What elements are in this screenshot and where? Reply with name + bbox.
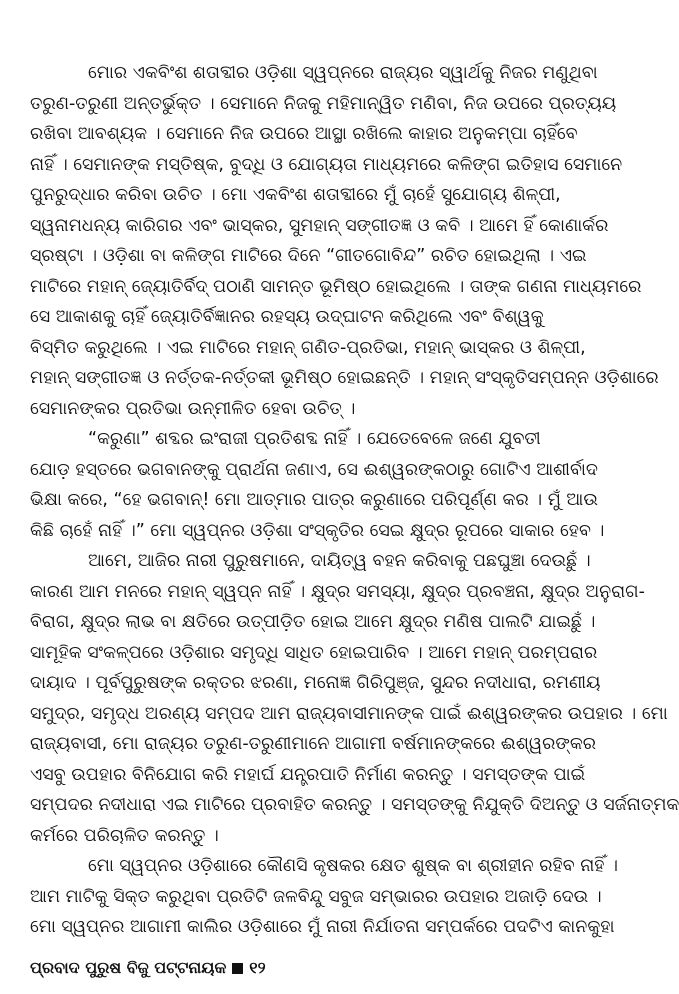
text-line: କର୍ମରେ ପରିଚାଳିତ କରନ୍ତୁ । (30, 825, 219, 846)
text-line: ମୋ ସ୍ୱପ୍ନର ଓଡ଼ିଶାରେ କୌଣସି କୃଷକର କ୍ଷେତ ଶୁଷ୍କ ବା ଶ୍ରୀହୀନ ରହିବ ନାହିଁ । (88, 856, 618, 876)
text-line: ମାଟିରେ ମହାନ୍ ଜ୍ୟୋତିର୍ବିଦ୍ ପଠାଣି ସାମନ୍ତ ଭୂମିଷ୍ଠ ହୋଇଥିଲେ । ତାଙ୍କ ଗଣନା ମାଧ୍ୟମରେ (30, 276, 642, 297)
text-line: ଯୋଡ଼ ହସ୍ତରେ ଭଗବାନଙ୍କୁ ପ୍ରାର୍ଥନା ଜଣାଏ, ସେ ଈଶ୍ୱରଙ୍କଠାରୁ ଗୋଟିଏ ଆଶୀର୍ବାଦ (30, 459, 598, 480)
text-line: ଏସବୁ ଉପହାର ବିନିଯୋଗ କରି ମହାର୍ଘ ଯନ୍ତ୍ରପାତି ନିର୍ମାଣ କରନ୍ତୁ । ସମସ୍ତଙ୍କ ପାଇଁ (30, 764, 586, 785)
text-line: ଭିକ୍ଷା କରେ, “ହେ ଭଗବାନ୍! ମୋ ଆତ୍ମାର ପାତ୍ର କରୁଣାରେ ପରିପୂର୍ଣ୍ଣ କର । ମୁଁ ଆଉ (30, 490, 598, 510)
text-line: ସେମାନଙ୍କର ପ୍ରତିଭା ଉନ୍ମୀଳିତ ହେବା ଉଚିତ୍ । (30, 398, 356, 419)
text-line: ଆମେ, ଆଜିର ନାରୀ ପୁରୁଷମାନେ, ଦାୟିତ୍ୱ ବହନ କରିବାକୁ ପଛଘୁଞ୍ଚା ଦେଉଛୁଁ । (88, 551, 591, 571)
text-line: ମୋ ସ୍ୱପ୍ନର ଆଗାମୀ କାଲିର ଓଡ଼ିଶାରେ ମୁଁ ନାରୀ ନିର୍ଯାତନା ସମ୍ପର୍କରେ ପଦଟିଏ କାନକୁହା (30, 917, 615, 937)
paragraph-2 (30, 424, 605, 546)
page-number: ୧୨ (249, 958, 266, 977)
paragraph-3 (30, 546, 679, 851)
text-line: ବିରାଗ, କ୍ଷୁଦ୍ର ଲାଭ ବା କ୍ଷତିରେ ଉତ୍ପୀଡ଼ିତ ହୋଇ ଆମେ କ୍ଷୁଦ୍ର ମଣିଷ ପାଲଟି ଯାଇଛୁଁ । (30, 612, 596, 632)
text-line: ତରୁଣ-ତରୁଣୀ ଅନ୍ତର୍ଭୁକ୍ତ । ସେମାନେ ନିଜକୁ ମହିମାନ୍ୱିତ ମଣିବା, ନିଜ ଉପରେ ପ୍ରତ୍ୟୟ (30, 93, 617, 114)
text-line: ପୁନରୁଦ୍ଧାର କରିବା ଉଚିତ । ମୋ ଏକବିଂଶ ଶତାବ୍ଦୀରେ ମୁଁ ଚାହେଁ ସୁଯୋଗ୍ୟ ଶିଳ୍ପୀ, (30, 185, 561, 205)
text-line: ଦାୟାଦ । ପୂର୍ବପୁରୁଷଙ୍କ ରକ୍ତର ଝରଣା, ମନୋଜ୍ଞ ଗିରିପୁଞ୍ଜ, ସୁନ୍ଦର ନଦୀଧାରା, ରମଣୀୟ (30, 673, 601, 693)
text-line: “କରୁଣା” ଶବ୍ଦର ଇଂରାଜୀ ପ୍ରତିଶବ୍ଦ ନାହିଁ । ଯେତେବେଳେ ଜଣେ ଯୁବତୀ (88, 429, 541, 449)
text-line: ସାମୂହିକ ସଂକଳ୍ପରେ ଓଡ଼ିଶାର ସମୃଦ୍ଧି ସାଧିତ ହୋଇପାରିବ । ଆମେ ମହାନ୍ ପରମ୍ପରାର (30, 642, 598, 663)
text-line: ସମୁଦ୍ର, ସମୃଦ୍ଧ ଅରଣ୍ୟ ସମ୍ପଦ ଆମ ରାଜ୍ୟବାସୀମାନଙ୍କ ପାଇଁ ଈଶ୍ୱରଙ୍କର ଉପହାର । ମୋ (30, 703, 668, 724)
book-title: ପ୍ରବାଦ ପୁରୁଷ ବିଜୁ ପଟ୍ଟନାୟକ (30, 958, 227, 977)
text-line: ରଖିବା ଆବଶ୍ୟକ । ସେମାନେ ନିଜ ଉପରେ ଆସ୍ଥା ରଖିଲେ କାହାର ଅନୁକମ୍ପା ଚାହିଁବେ (30, 124, 578, 144)
text-line: ମୋର ଏକବିଂଶ ଶତାବ୍ଦୀର ଓଡ଼ିଶା ସ୍ୱପ୍ନରେ ରାଜ୍ୟର ସ୍ୱାର୍ଥକୁ ନିଜର ମଣୁଥିବା (88, 63, 598, 83)
text-line: କାରଣ ଆମ ମନରେ ମହାନ୍ ସ୍ୱପ୍ନ ନାହିଁ । କ୍ଷୁଦ୍ର ସମସ୍ୟା, କ୍ଷୁଦ୍ର ପ୍ରବଞ୍ଚନା, କ୍ଷୁଦ୍ର ଅନୁରାଗ- (30, 581, 645, 602)
text-line: ସମ୍ପଦର ନଦୀଧାରା ଏଇ ମାଟିରେ ପ୍ରବାହିତ କରନ୍ତୁ । ସମସ୍ତଙ୍କୁ ନିଯୁକ୍ତି ଦିଅନ୍ତୁ ଓ ସର୍ଜନାତ୍ମକ (30, 795, 679, 815)
text-line: ସ୍ରଷ୍ଟା । ଓଡ଼ିଶା ବା କଳିଙ୍ଗ ମାଟିରେ ଦିନେ “ଗୀତଗୋବିନ୍ଦ” ରଚିତ ହୋଇଥିଲା । ଏଇ (30, 246, 587, 266)
text-line: କିଛି ଚାହେଁ ନାହିଁ ।” ମୋ ସ୍ୱପ୍ନର ଓଡ଼ିଶା ସଂସ୍କୃତିର ସେଇ କ୍ଷୁଦ୍ର ରୂପରେ ସାକାର ହେବ । (30, 520, 605, 541)
paragraph-4 (30, 851, 618, 943)
text-line: ସ୍ୱନାମଧନ୍ୟ କାରିଗର ଏବଂ ଭାସ୍କର, ସୁମହାନ୍ ସଙ୍ଗୀତଜ୍ଞ ଓ କବି । ଆମେ ହିଁ କୋଣାର୍କର (30, 215, 609, 236)
text-line: ନାହିଁ । ସେମାନଙ୍କ ମସ୍ତିଷ୍କ, ବୁଦ୍ଧି ଓ ଯୋଗ୍ୟତା ମାଧ୍ୟମରେ କଳିଙ୍ଗ ଇତିହାସ ସେମାନେ (30, 154, 623, 175)
square-bullet-icon (232, 963, 243, 974)
text-line: ରାଜ୍ୟବାସୀ, ମୋ ରାଜ୍ୟର ତରୁଣ-ତରୁଣୀମାନେ ଆଗାମୀ ବର୍ଷମାନଙ୍କରେ ଈଶ୍ୱରଙ୍କର (30, 734, 597, 754)
text-line: ମହାନ୍ ସଙ୍ଗୀତଜ୍ଞ ଓ ନର୍ତ୍ତକ-ନର୍ତ୍ତକୀ ଭୂମିଷ୍ଠ ହୋଇଛନ୍ତି । ମହାନ୍ ସଂସ୍କୃତିସମ୍ପନ୍ନ ଓଡ଼ିଶାରେ (30, 368, 659, 388)
text-line: ଆମ ମାଟିକୁ ସିକ୍ତ କରୁଥିବା ପ୍ରତିଟି ଜଳବିନ୍ଦୁ ସବୁଜ ସମ୍ଭାରର ଉପହାର ଅଜାଡ଼ି ଦେଉ । (30, 886, 602, 907)
paragraph-1 (30, 58, 659, 424)
page-footer (30, 958, 266, 978)
text-line: ସେ ଆକାଶକୁ ଚାହିଁ ଜ୍ୟୋତିର୍ବିଜ୍ଞାନର ରହସ୍ୟ ଉଦ୍‌ଘାଟନ କରିଥିଲେ ଏବଂ ବିଶ୍ୱକୁ (30, 307, 544, 327)
text-line: ବିସ୍ମିତ କରୁଥିଲେ । ଏଇ ମାଟିରେ ମହାନ୍ ଗଣିତ-ପ୍ରତିଭା, ମହାନ୍ ଭାସ୍କର ଓ ଶିଳ୍ପୀ, (30, 337, 586, 358)
